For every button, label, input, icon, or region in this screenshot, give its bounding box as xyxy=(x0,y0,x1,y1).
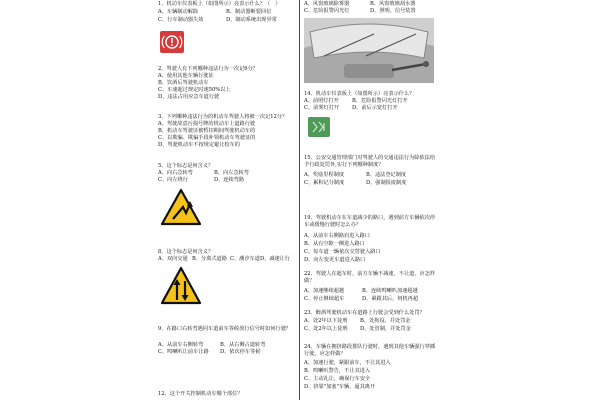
option-b: B、危险报警闪光灯打开 xyxy=(352,98,408,104)
question-24-option-d: D、挤靠"加塞"车辆，逼其离开 xyxy=(304,384,376,390)
option-c: C、前雾灯打开 xyxy=(304,105,340,111)
question-2-option-b: B、饮酒后驾驶机动车 xyxy=(158,80,209,86)
question-24-text: 24、车辆在拥挤路段排队行驶时，遇到其他车辆强行穿插行驶，应怎样做？ xyxy=(304,344,436,357)
option-b: B、违法登记制度 xyxy=(366,172,407,178)
question-3-option-d: D、驾驶机动车不按规定避让校车的 xyxy=(158,142,240,148)
option-c: C、向左绕行 xyxy=(158,177,188,183)
option-d: D、前后示宽灯打开 xyxy=(352,105,398,111)
question-19-option-c: C、每车道一辆依次交替驶入路口 xyxy=(304,249,381,255)
question-24-option-b: B、鸣喇叭警告，不让其进入 xyxy=(304,368,371,374)
question-3-option-c: C、以欺骗、欺骗手段补领机动车驾驶证的 xyxy=(158,135,256,141)
option-d: D、紧跟其后，伺机再超 xyxy=(362,296,419,302)
option-d: D、强制报废制度 xyxy=(366,180,407,186)
column-divider xyxy=(299,0,300,400)
option-b: B、处拘役，并处罚金 xyxy=(360,318,411,324)
question-14-options-row-2 xyxy=(304,105,398,112)
question-5-text: 5、这个标志是何含义？ xyxy=(158,163,214,169)
brake-warning-icon xyxy=(160,31,184,53)
option-d: D、减速让行 xyxy=(260,256,291,262)
question-3-option-a: A、驾驶故意污损号牌的机动车上道路行驶 xyxy=(158,121,256,127)
option-a: A、处2年以下徒刑 xyxy=(304,318,348,324)
option-c: C、潮汐车道 xyxy=(230,256,260,262)
question-14-options-row-1 xyxy=(304,98,408,105)
option-a: A、加速继续超越 xyxy=(304,288,345,294)
question-1-options-row-1 xyxy=(158,9,271,16)
fog-light-indicator-icon xyxy=(308,117,330,137)
question-5-options-row-1 xyxy=(158,170,249,177)
question-23-options-row-2 xyxy=(304,326,411,333)
option-a: A、车辆制动解除 xyxy=(158,9,199,15)
question-2-option-c: C、车速超过规定时速50%以上 xyxy=(158,87,231,93)
option-a: A、向右急转弯 xyxy=(158,170,193,176)
option-a: A、从前车右侧转弯 xyxy=(158,342,204,348)
option-d: D、处管制，并处罚金 xyxy=(360,326,411,332)
question-9-text: 9、在路口右转弯遇同车道前车等候放行信号时如何行驶？ xyxy=(158,326,291,332)
question-24-option-c: C、主动礼让，确保行车安全 xyxy=(304,376,371,382)
question-15-options-row-2 xyxy=(304,180,406,187)
question-12-text: 12、这个开关控制机动车哪个部位？ xyxy=(158,391,243,397)
option-a: A、奖励里程制度 xyxy=(304,172,345,178)
question-2-option-d: D、违法占用应急车道行驶 xyxy=(158,94,220,100)
option-b: B、向左急转弯 xyxy=(214,170,249,176)
question-19-text: 19、驾驶机动车在车道减少的路口，遇到前方车辆依次停车或缓慢行驶时怎么办？ xyxy=(304,215,436,228)
option-d: D、照明、信号装置 xyxy=(370,8,416,14)
question-22-text: 22、驾驶人在超车时，前方车辆不减速、不让道，应怎样做？ xyxy=(304,271,436,284)
option-d: D、连续弯路 xyxy=(214,177,245,183)
question-23-options-row-1 xyxy=(304,318,411,325)
question-8-options-row xyxy=(158,256,290,263)
wiper-control-photo xyxy=(304,18,434,83)
question-19-option-d: D、向左变更车道进入路口 xyxy=(304,257,366,263)
option-b: B、分离式道路 xyxy=(192,256,227,262)
question-15-options-row-1 xyxy=(304,172,406,179)
question-9-options-row-2 xyxy=(158,349,260,356)
question-2-option-a: A、使用其他车辆行驶证 xyxy=(158,73,214,79)
question-9-options-row-1 xyxy=(158,342,265,349)
option-c: C、危险报警闪光灯 xyxy=(304,8,350,14)
question-15-text: 15、公安交通管理部门对驾驶人的交通违法行为除依法给予行政处罚外,实行下列哪种制度？ xyxy=(304,155,436,168)
question-24-option-a: A、加速行驶，紧跟前车，不让其进入 xyxy=(304,360,391,366)
option-b: B、从右侧占道转弯 xyxy=(220,342,266,348)
question-13-options-row-2 xyxy=(304,8,416,15)
question-8-text: 8、这个标志是何含义？ xyxy=(158,249,214,255)
question-3-option-b: B、机动车驾驶证被暂扣期间驾驶机动车的 xyxy=(158,128,256,134)
question-1-text: 1、机动车仪表板上（如图所示）亮表示什么？（ ） xyxy=(158,1,281,7)
question-1-options-row-2 xyxy=(158,17,277,24)
option-b: B、制动器断裂回位 xyxy=(226,9,272,15)
option-c: C、鸣喇叭让前车让路 xyxy=(158,349,209,355)
option-b: B、连续鸣喇叭加速超越 xyxy=(362,288,418,294)
question-23-text: 23、醉酒驾驶机动车在道路上行驶会受到什么处罚？ xyxy=(304,310,425,316)
option-a: A、前照灯打开 xyxy=(304,98,339,104)
option-a: A、风窗玻璃除雾器 xyxy=(304,1,350,7)
option-c: C、处2年以上徒刑 xyxy=(304,326,348,332)
question-19-option-b: B、从有空隙一侧进入路口 xyxy=(304,241,365,247)
option-a: A、双向交通 xyxy=(158,256,188,262)
question-2-text: 2、驾驶人有下列哪种违法行为一次记6分？ xyxy=(158,66,258,72)
option-b: B、风窗玻璃刮水器 xyxy=(370,1,416,7)
option-c: C、累积记分制度 xyxy=(304,180,345,186)
question-5-options-row-2 xyxy=(158,177,244,184)
option-c: C、停止继续超车 xyxy=(304,296,345,302)
option-d: D、制动系统出现异常 xyxy=(226,17,277,23)
question-3-text: 3、下列哪种违法行为的机动车驾驶人将被一次记12分？ xyxy=(158,114,288,120)
question-22-options-row-1 xyxy=(304,288,418,295)
question-13-options-row-1 xyxy=(304,1,415,8)
two-way-traffic-sign xyxy=(160,266,202,306)
question-22-options-row-2 xyxy=(304,296,418,303)
sharp-turn-warning-sign xyxy=(160,188,202,226)
question-19-option-a: A、从前车右侧路肩进入路口 xyxy=(304,233,370,239)
option-d: D、依次停车等候 xyxy=(220,349,261,355)
option-c: C、行车制动器失效 xyxy=(158,17,204,23)
question-14-text: 14、机动车仪表板上（如图所示）亮表示什么？ xyxy=(304,91,415,97)
